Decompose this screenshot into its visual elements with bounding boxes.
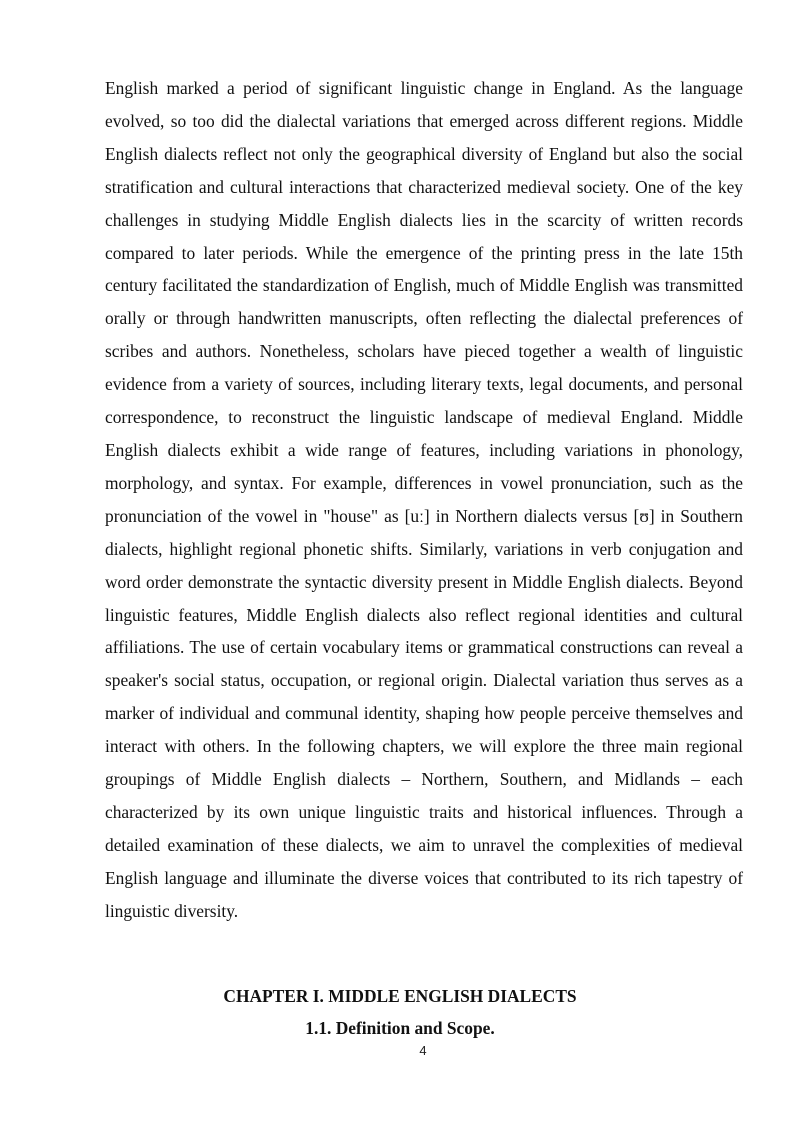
section-heading: 1.1. Definition and Scope. bbox=[305, 1018, 495, 1038]
page-number: 4 bbox=[419, 1043, 427, 1058]
chapter-heading: CHAPTER I. MIDDLE ENGLISH DIALECTS bbox=[223, 986, 577, 1006]
body-paragraph: English marked a period of significant linguistic change in England. As the language evolved, so too did the dialectal variations that emerged across different regions. Middle English dialects reflect not only the geographical diversity of England but also the social stratification and cultural interactions that characterized medieval society. One of the key challenges in studying Middle English dialects lies in the scarcity of written records compared to later periods. While the emergence of the printing press in the late 15th century facilitated the standardization of English, much of Middle English was transmitted orally or through handwritten manuscripts, often reflecting the dialectal preferences of scribes and authors. Nonetheless, scholars have pieced together a wealth of linguistic evidence from a variety of sources, including literary texts, legal documents, and personal correspondence, to reconstruct the linguistic landscape of medieval England. Middle English dialects exhibit a wide range of features, including variations in phonology, morphology, and syntax. For example, differences in vowel pronunciation, such as the pronunciation of the vowel in "house" as [uː] in Northern dialects versus [ʊ] in Southern dialects, highlight regional phonetic shifts. Similarly, variations in verb conjugation and word order demonstrate the syntactic diversity present in Middle English dialects. Beyond linguistic features, Middle English dialects also reflect regional identities and cultural affiliations. The use of certain vocabulary items or grammatical constructions can reveal a speaker's social status, occupation, or regional origin. Dialectal variation thus serves as a marker of individual and communal identity, shaping how people perceive themselves and interact with others. In the following chapters, we will explore the three main regional groupings of Middle English dialects – Northern, Southern, and Midlands – each characterized by its own unique linguistic traits and historical influences. Through a detailed examination of these dialects, we aim to unravel the complexities of medieval English language and illuminate the diverse voices that contributed to its rich tapestry of linguistic diversity. bbox=[105, 78, 743, 921]
